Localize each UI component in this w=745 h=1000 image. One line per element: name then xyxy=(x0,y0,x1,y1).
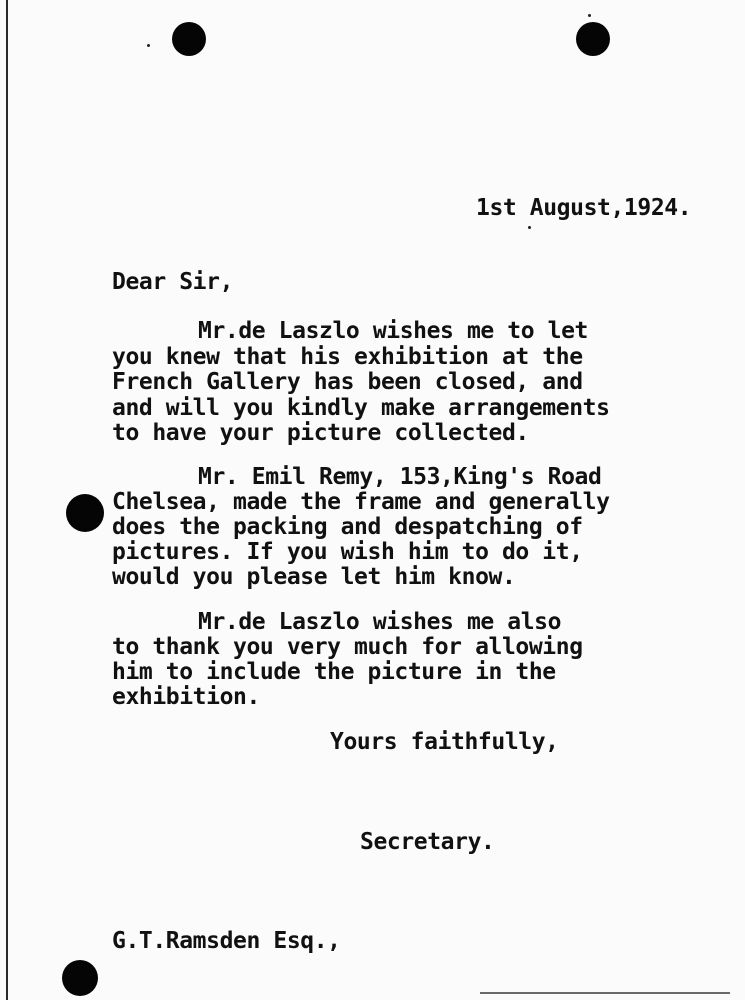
paragraph-2-line-1: Mr. Emil Remy, 153,King's Road xyxy=(198,464,602,490)
paragraph-1-line-2: you knew that his exhibition at the xyxy=(112,344,583,370)
letter-date: 1st August,1924. xyxy=(476,195,692,221)
page-left-edge xyxy=(6,0,8,1000)
paragraph-3-line-4: exhibition. xyxy=(112,684,260,710)
salutation: Dear Sir, xyxy=(112,269,234,295)
paragraph-3-line-1: Mr.de Laszlo wishes me also xyxy=(198,609,562,635)
punch-hole-top-right xyxy=(576,22,610,56)
paragraph-2-line-5: would you please let him know. xyxy=(112,564,516,590)
paragraph-2-line-4: pictures. If you wish him to do it, xyxy=(112,539,583,565)
paragraph-1-line-5: to have your picture collected. xyxy=(112,420,529,446)
paragraph-2-line-3: does the packing and despatching of xyxy=(112,514,583,540)
paragraph-2-line-2: Chelsea, made the frame and generally xyxy=(112,489,610,515)
paragraph-3-line-3: him to include the picture in the xyxy=(112,659,556,685)
ink-speck xyxy=(147,44,150,47)
punch-hole-bottom-left xyxy=(62,960,98,996)
punch-hole-middle-left xyxy=(66,494,104,532)
signature-title: Secretary. xyxy=(360,829,495,855)
paragraph-3-line-2: to thank you very much for allowing xyxy=(112,634,583,660)
paragraph-1-line-1: Mr.de Laszlo wishes me to let xyxy=(198,318,588,344)
page-bottom-edge xyxy=(480,992,730,994)
punch-hole-top-left xyxy=(172,22,206,56)
paragraph-1-line-4: and will you kindly make arrangements xyxy=(112,395,610,421)
recipient: G.T.Ramsden Esq., xyxy=(112,928,341,954)
paragraph-1-line-3: French Gallery has been closed, and xyxy=(112,369,583,395)
closing: Yours faithfully, xyxy=(330,729,559,755)
ink-speck xyxy=(528,226,531,229)
ink-speck xyxy=(588,14,591,17)
